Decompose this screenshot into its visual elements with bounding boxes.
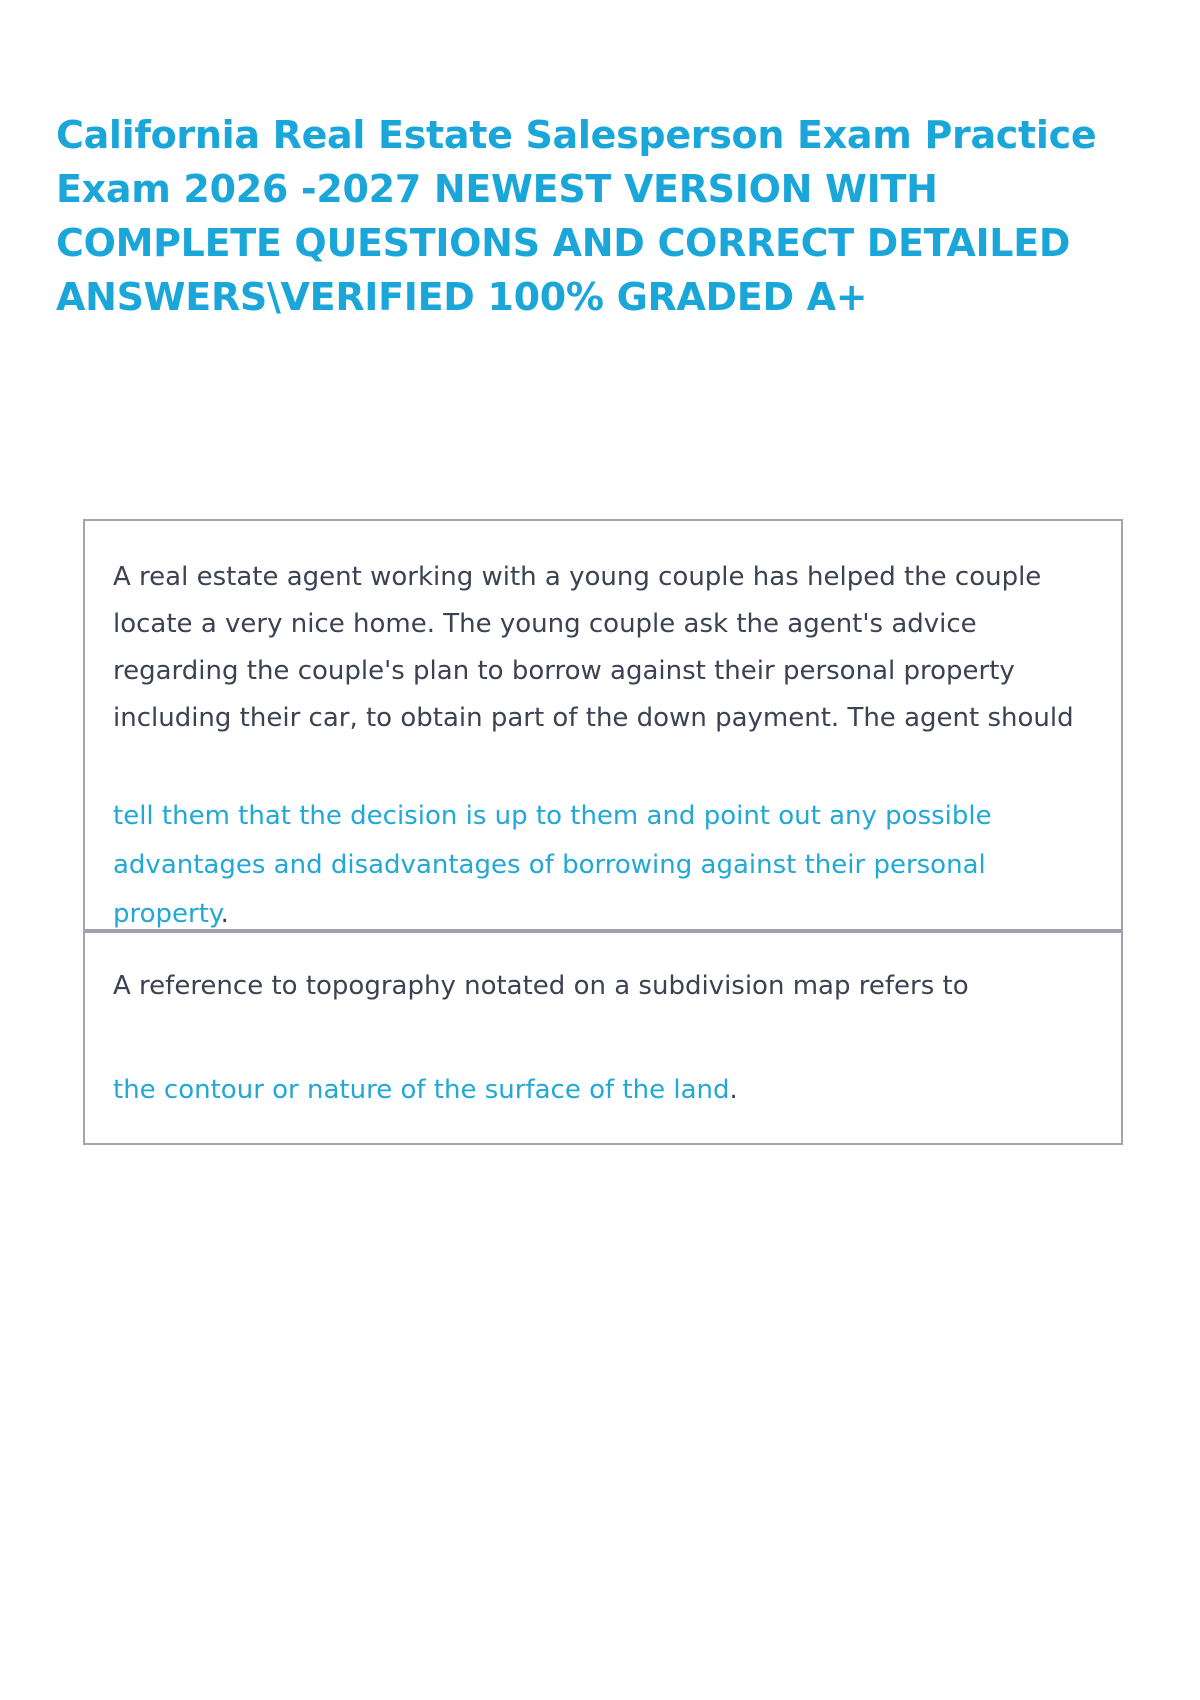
answer-text bbox=[113, 792, 1093, 939]
question-text: A reference to topography notated on a subdivision map refers to bbox=[113, 971, 969, 1001]
answer-text bbox=[113, 1066, 1093, 1115]
qa-item bbox=[85, 929, 1121, 1143]
page-title: California Real Estate Salesperson Exam Practice Exam 2026 -2027 NEWEST VERSION WITH COMPLETE QUESTIONS AND CORRECT DETAILED ANSWERS\VERIFIED 100% GRADED A+ bbox=[56, 113, 1097, 319]
qa-table bbox=[83, 519, 1123, 1145]
answer-period: . bbox=[220, 899, 229, 929]
question-text: A real estate agent working with a young couple has helped the couple locate a very nice home. The young couple ask the agent's advice regarding the couple's plan to borrow against their personal property including their car, to obtain part of the down payment. The agent should bbox=[113, 562, 1074, 733]
answer-body: tell them that the decision is up to them and point out any possible advantages and disadvantages of borrowing against their personal property bbox=[113, 801, 992, 929]
qa-item bbox=[85, 521, 1121, 929]
answer-period: . bbox=[729, 1075, 738, 1105]
answer-body: the contour or nature of the surface of the land bbox=[113, 1075, 730, 1105]
